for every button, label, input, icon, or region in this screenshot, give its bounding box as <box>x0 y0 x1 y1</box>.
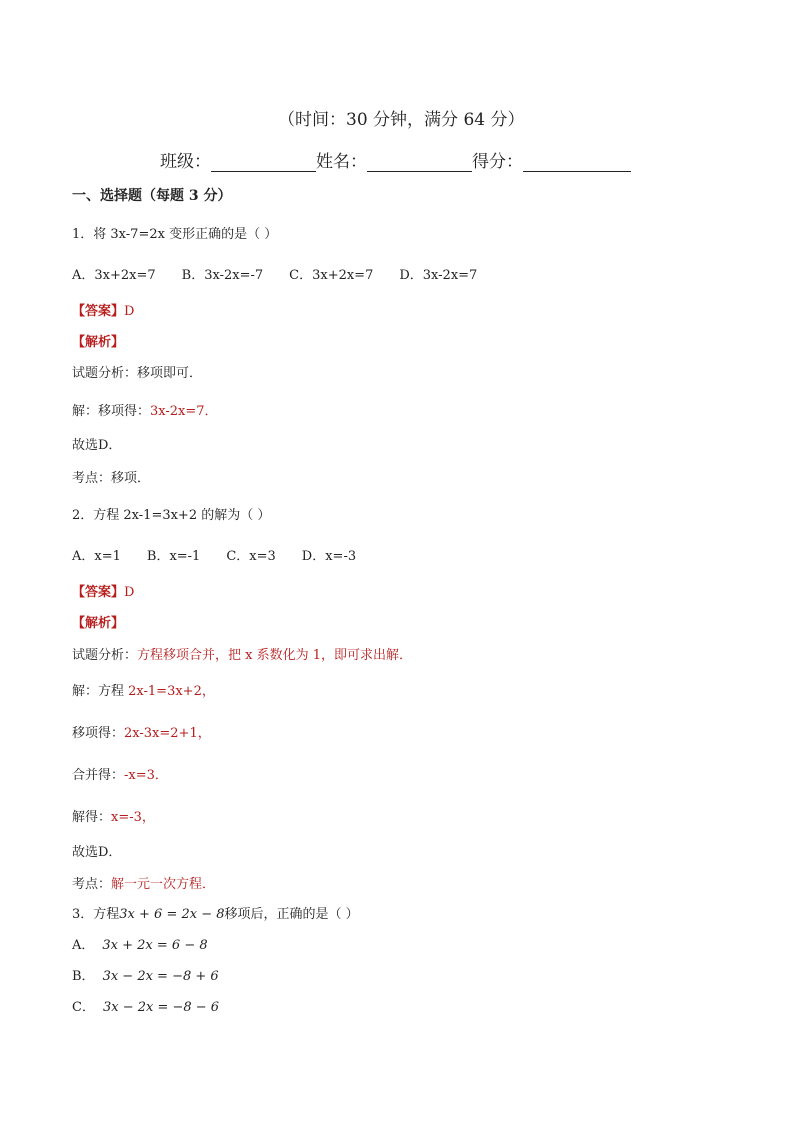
q1-solution-value: 3x-2x=7． <box>150 404 218 419</box>
q2-solution-line-4 <box>72 806 155 825</box>
q1-options <box>72 264 503 283</box>
q2-solution-2-value: 2x-3x=2+1， <box>124 726 211 741</box>
q3-option-a-label: A． <box>72 938 95 953</box>
q3-option-a <box>72 934 208 953</box>
q2-analysis-label: 试题分析： <box>72 648 138 663</box>
q1-point-text: 移项． <box>111 471 151 486</box>
q3-option-b-label: B． <box>72 969 95 984</box>
q1-analysis-tag: 【解析】 <box>72 335 125 350</box>
q3-option-c <box>72 996 219 1015</box>
q1-stem: 1．将 3x-7=2x 变形正确的是（ ） <box>72 227 278 242</box>
q3-option-a-equation: 3x + 2x = 6 − 8 <box>102 938 208 953</box>
q2-answer: D <box>124 585 135 600</box>
q2-point-text: 解一元一次方程． <box>111 877 216 892</box>
q2-option-d: D．x=-3 <box>301 549 357 564</box>
q1-point-line <box>72 467 150 486</box>
q1-analysis-line <box>72 362 202 381</box>
q1-answer-line <box>72 300 134 319</box>
name-blank[interactable] <box>367 153 472 172</box>
q2-solution-line-3 <box>72 764 168 783</box>
score-blank[interactable] <box>523 153 631 172</box>
q3-option-c-label: C． <box>72 1000 95 1015</box>
q1-solution-label: 解：移项得： <box>72 404 151 419</box>
q2-point-label: 考点： <box>72 877 112 892</box>
q2-solution-3-label: 合并得： <box>72 768 125 783</box>
q2-solution-4-label: 解得： <box>72 810 112 825</box>
q2-solution-3-value: -x=3． <box>124 768 168 783</box>
class-blank[interactable] <box>211 153 316 172</box>
q2-solution-1-value: 2x-1=3x+2， <box>128 684 215 699</box>
q2-solution-4-value: x=-3， <box>111 810 155 825</box>
q3-option-b <box>72 965 219 984</box>
q2-solution-line-2 <box>72 722 211 741</box>
q1-option-a: A．3x+2x=7 <box>72 268 156 283</box>
q1-choose-line: 故选D． <box>72 438 122 453</box>
q2-analysis-text: 方程移项合并，把 x 系数化为 1，即可求出解． <box>137 648 413 663</box>
q2-analysis-tag-line <box>72 612 124 631</box>
q1-analysis-text: 移项即可． <box>137 366 203 381</box>
time-limit-line: （时间：30 分钟，满分 64 分） <box>278 110 525 130</box>
q3-option-b-equation: 3x − 2x = −8 + 6 <box>102 969 219 984</box>
q1-option-b: B．3x-2x=-7 <box>181 268 264 283</box>
q1-analysis-label: 试题分析： <box>72 366 138 381</box>
q1-solution-line <box>72 400 218 419</box>
q1-point-label: 考点： <box>72 471 112 486</box>
q1-analysis-tag-line <box>72 331 124 350</box>
q2-answer-line <box>72 581 134 600</box>
q2-solution-line-1 <box>72 680 215 699</box>
q2-option-a: A．x=1 <box>72 549 121 564</box>
q3-option-c-equation: 3x − 2x = −8 − 6 <box>102 1000 220 1015</box>
name-label: 姓名： <box>316 152 367 172</box>
q2-solution-1-label: 解：方程 <box>72 684 129 699</box>
student-info-row <box>160 147 631 172</box>
q1-answer: D <box>124 304 135 319</box>
q2-option-b: B．x=-1 <box>146 549 201 564</box>
q3-stem-equation: 3x + 6 = 2x − 8 <box>119 907 225 922</box>
section-title: 一、选择题（每题 3 分） <box>72 188 232 204</box>
q3-stem-prefix: 3．方程 <box>72 907 120 922</box>
q3-stem-suffix: 移项后，正确的是（ ） <box>224 907 359 922</box>
q2-options <box>72 545 382 564</box>
q1-option-c: C．3x+2x=7 <box>289 268 374 283</box>
q2-point-line <box>72 873 215 892</box>
q1-option-d: D．3x-2x=7 <box>399 268 478 283</box>
q3-stem <box>72 903 359 922</box>
q2-analysis-line <box>72 644 412 663</box>
score-label: 得分： <box>472 152 523 172</box>
q2-option-c: C．x=3 <box>226 549 276 564</box>
class-label: 班级： <box>160 152 211 172</box>
q2-solution-2-label: 移项得： <box>72 726 125 741</box>
q1-answer-tag: 【答案】 <box>72 304 125 319</box>
q2-choose-line: 故选D． <box>72 845 122 860</box>
q2-stem: 2．方程 2x-1=3x+2 的解为（ ） <box>72 508 271 523</box>
q2-analysis-tag: 【解析】 <box>72 616 125 631</box>
q2-answer-tag: 【答案】 <box>72 585 125 600</box>
